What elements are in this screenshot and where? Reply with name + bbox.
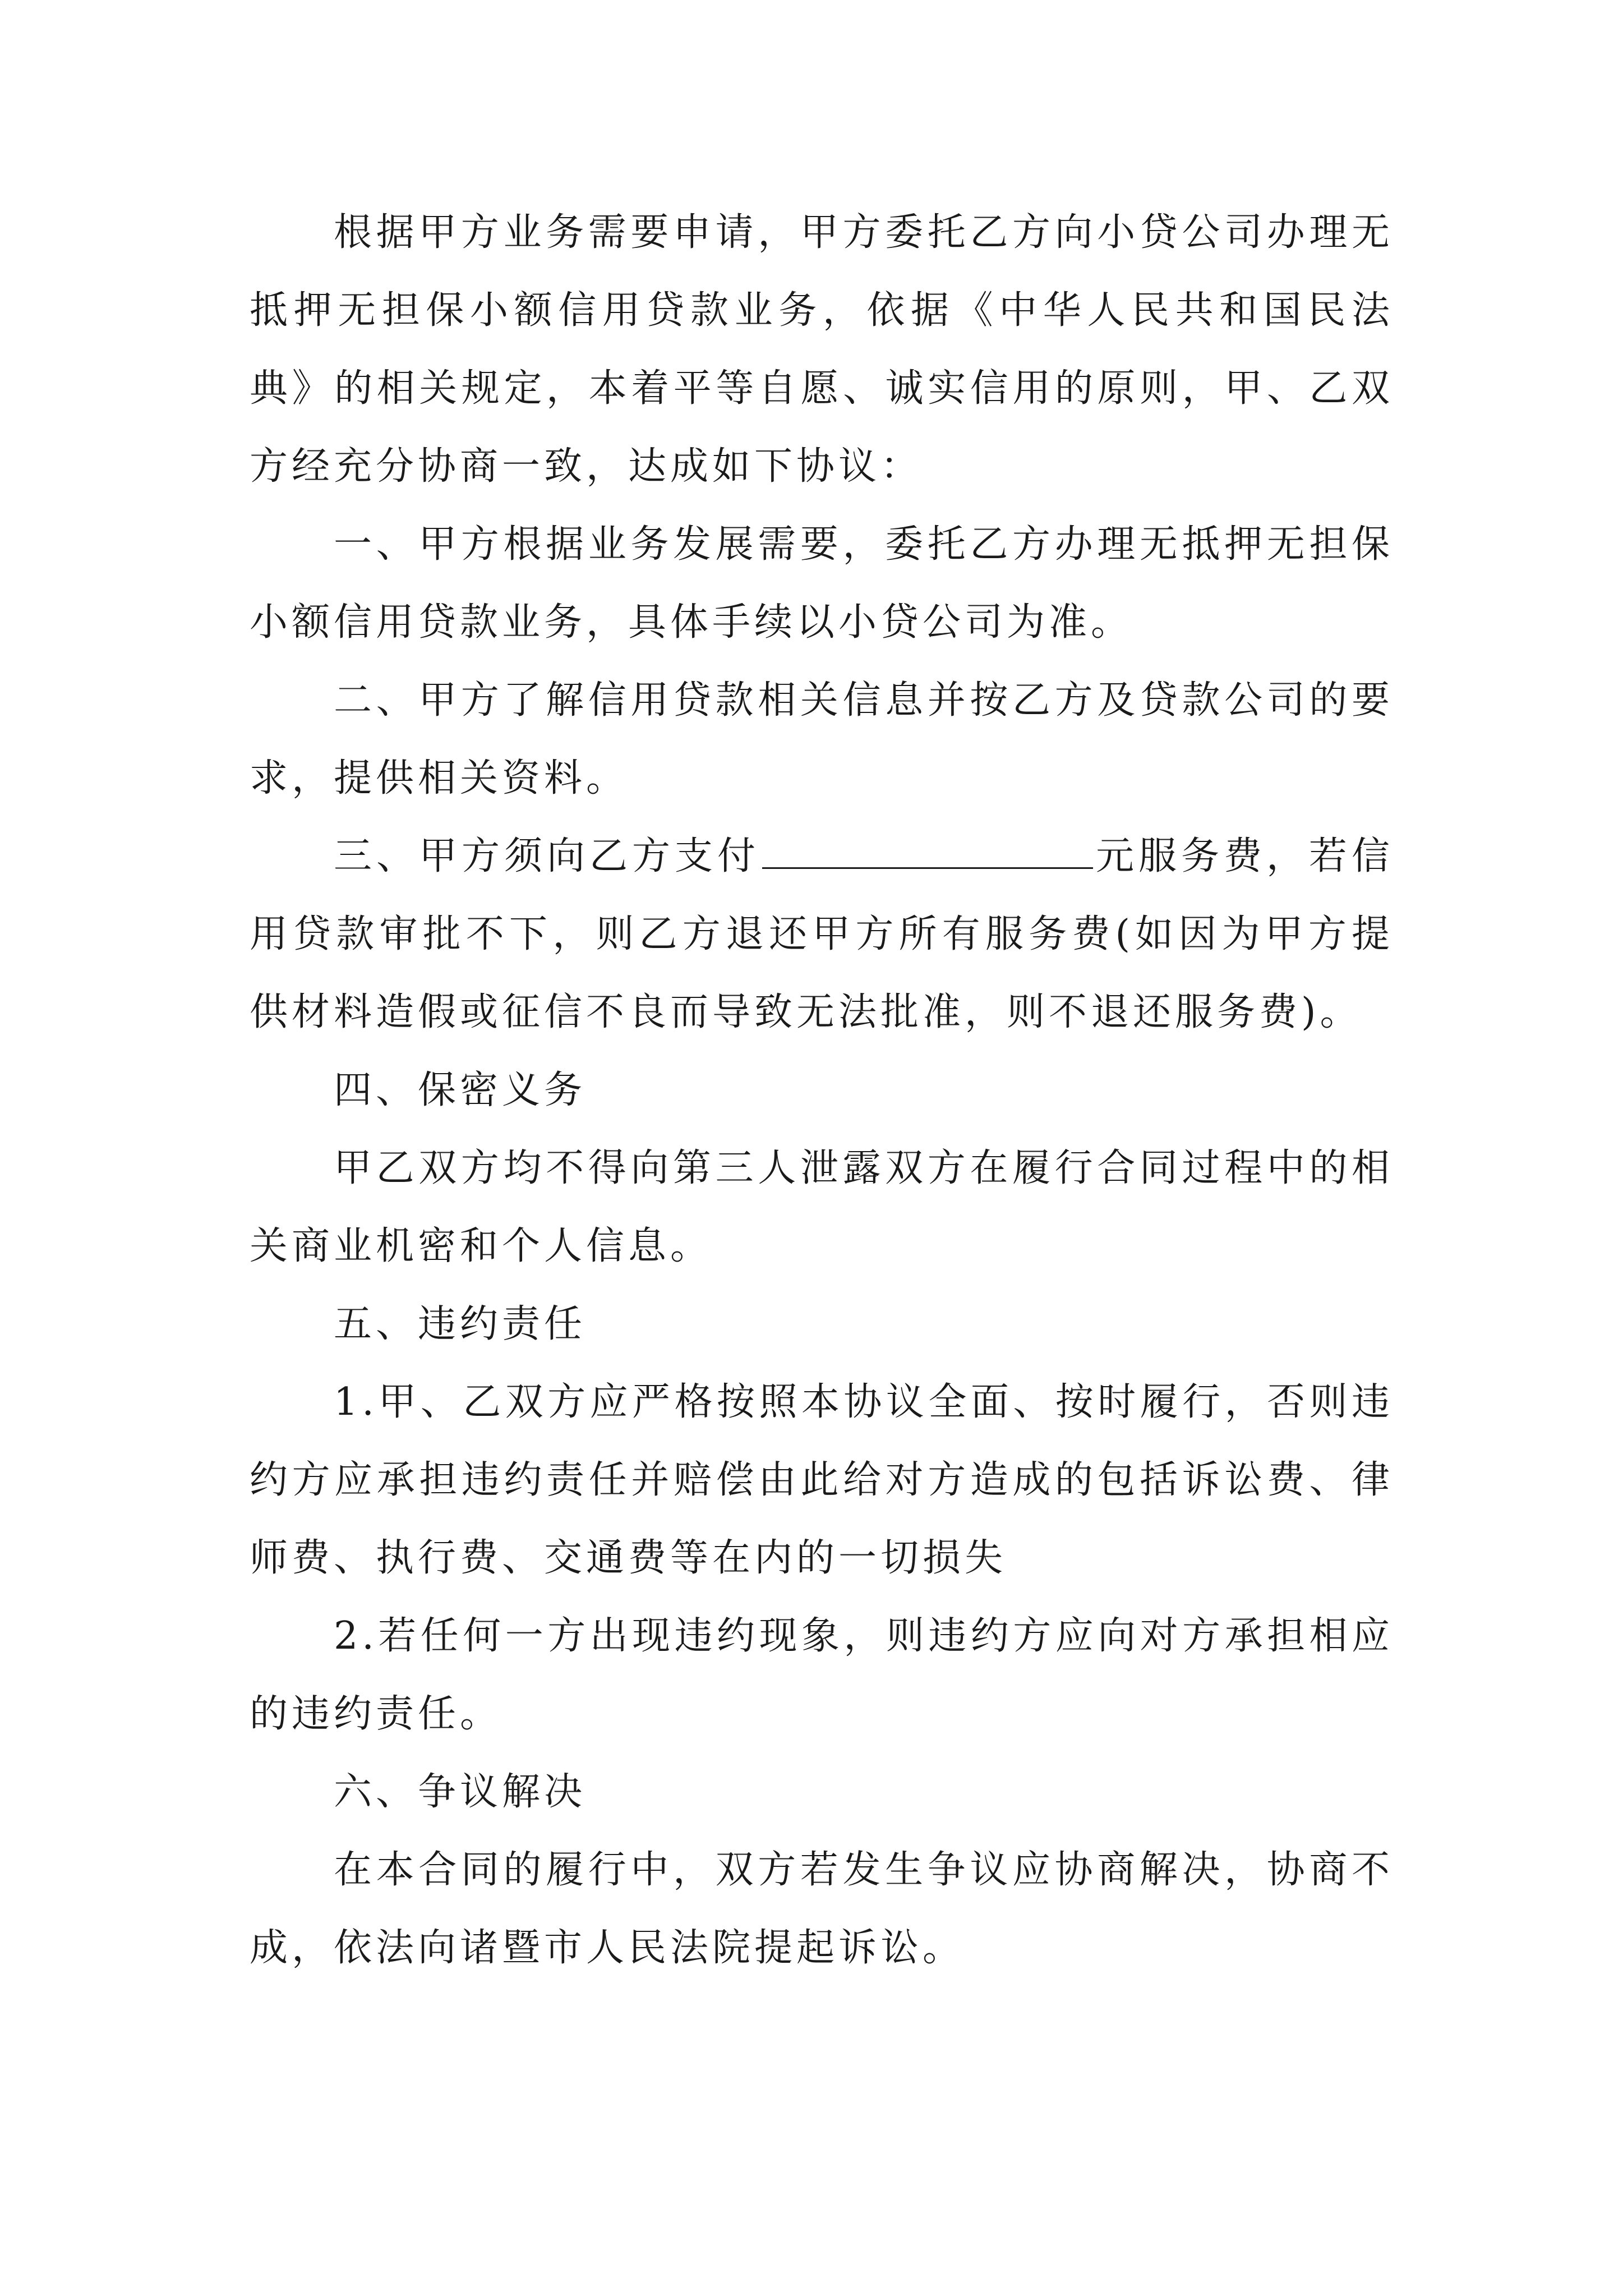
intro-paragraph: 根据甲方业务需要申请，甲方委托乙方向小贷公司办理无抵押无担保小额信用贷款业务，依据《中华人民共和国民法典》的相关规定，本着平等自愿、诚实信用的原则，甲、乙双方经充分协商一致，达成如下协议： — [250, 210, 1394, 489]
document-body — [250, 194, 1394, 1987]
clause-5-item-2: 2.若任何一方出现违约现象，则违约方应向对方承担相应的违约责任。 — [250, 1614, 1394, 1736]
clause-1: 一、甲方根据业务发展需要，委托乙方办理无抵押无担保小额信用贷款业务，具体手续以小贷公司为准。 — [250, 522, 1394, 645]
clause-3-before: 三、甲方须向乙方支付 — [334, 834, 760, 878]
clause-6-title: 六、争议解决 — [334, 1770, 587, 1814]
service-fee-blank[interactable] — [762, 828, 1093, 869]
clause-3-after: 元服务费，若信用贷款审批不下，则乙方退还甲方所有服务费(如因为甲方提供材料造假或征信不良而导致无法批准，则不退还服务费)。 — [250, 834, 1394, 1034]
clause-5-title: 五、违约责任 — [334, 1302, 587, 1346]
clause-2: 二、甲方了解信用贷款相关信息并按乙方及贷款公司的要求，提供相关资料。 — [250, 678, 1394, 800]
clause-6-body: 在本合同的履行中，双方若发生争议应协商解决，协商不成，依法向诸暨市人民法院提起诉讼。 — [250, 1848, 1394, 1970]
clause-4-title: 四、保密义务 — [334, 1068, 587, 1112]
clause-4-body: 甲乙双方均不得向第三人泄露双方在履行合同过程中的相关商业机密和个人信息。 — [250, 1146, 1394, 1268]
clause-5-item-1: 1.甲、乙双方应严格按照本协议全面、按时履行，否则违约方应承担违约责任并赔偿由此给对方造成的包括诉讼费、律师费、执行费、交通费等在内的一切损失 — [250, 1380, 1394, 1580]
clause-3 — [250, 817, 1394, 1051]
